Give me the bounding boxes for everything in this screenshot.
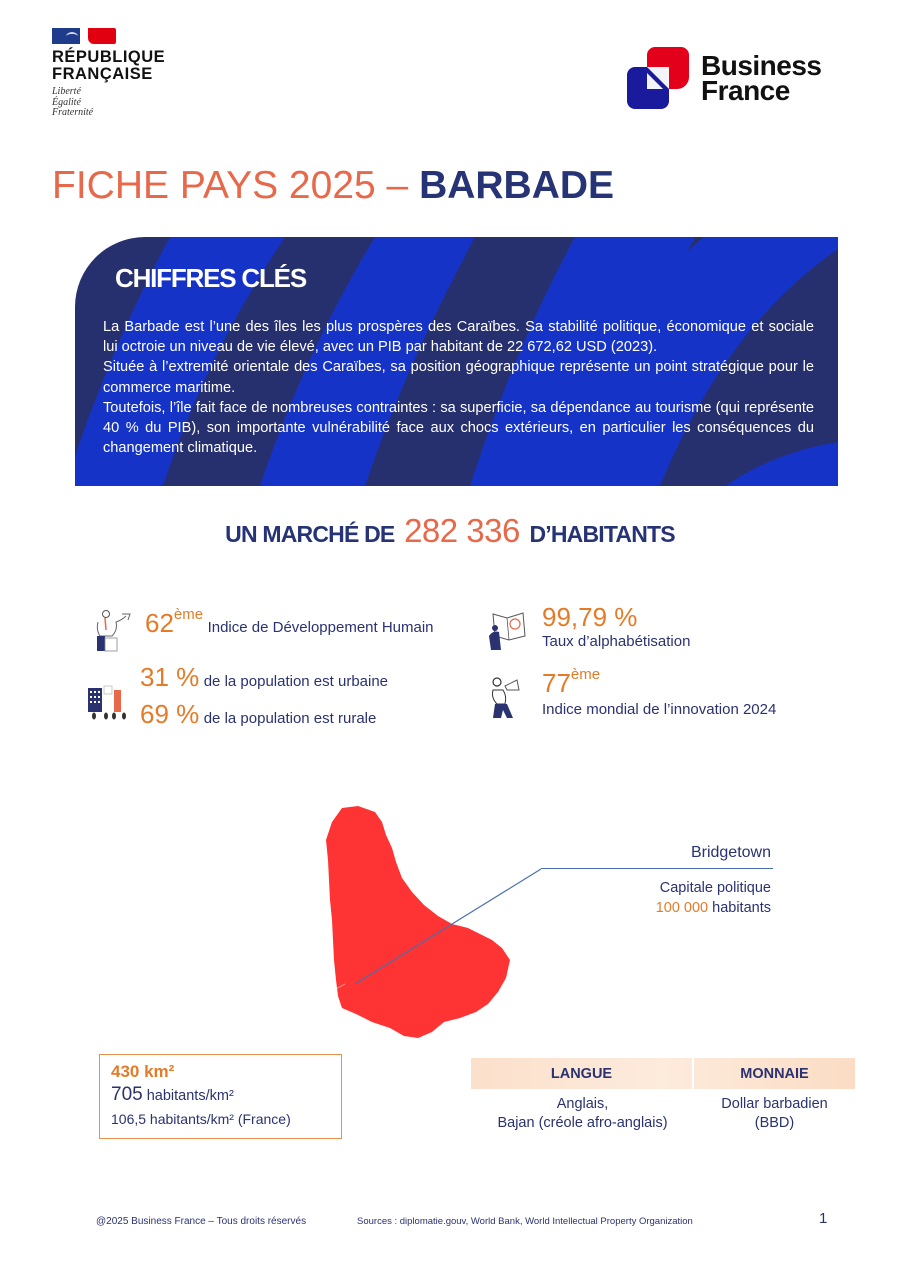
currency-cell	[694, 1095, 855, 1133]
stat-urban-value: 31 %	[140, 662, 200, 692]
surface-area: 430 km²	[111, 1062, 175, 1081]
page-title-country: BARBADE	[419, 164, 615, 207]
capital-population-unit: habitants	[708, 900, 771, 916]
population-number: 282 336	[404, 512, 520, 549]
capital-city-label: Bridgetown	[690, 844, 771, 861]
market-pre: UN MARCHÉ DE	[225, 521, 401, 547]
density-unit: habitants/km²	[142, 1088, 234, 1104]
area-density-box	[99, 1054, 342, 1139]
language-line: Anglais,	[556, 1096, 609, 1112]
key-figures-paragraph: Toutefois, l’île fait face de nombreuses contraintes : sa superficie, sa dépendance au tourisme (qui représente 40 % du PIB), son importante vulnérabilité face aux chocs extérieurs, en particulier les conséquences du changement climatique.	[103, 399, 814, 457]
footer-sources: Sources : diplomatie.gouv, World Bank, World Intellectual Property Organization	[357, 1216, 693, 1227]
density-value: 705	[111, 1084, 143, 1105]
stat-rural-label: de la population est rurale	[203, 710, 377, 727]
stat-rural-value: 69 %	[140, 699, 200, 729]
stat-urban-label: de la population est urbaine	[203, 673, 389, 690]
key-figures-paragraph: La Barbade est l’une des îles les plus prospères des Caraïbes. Sa stabilité politique, économique et sociale lui octroie un niveau de vie élevé, avec un PIB par habitant de 22 672,62 USD (2023).	[103, 319, 814, 356]
rf-name-line2: FRANÇAISE	[52, 65, 153, 83]
table-header-row	[471, 1058, 855, 1089]
key-figures-paragraph: Située à l’extremité orientale des Caraïbes, sa position géographique représente un point stratégique pour le commerce maritime.	[103, 359, 814, 396]
language-cell	[471, 1095, 694, 1133]
header-langue: LANGUE	[471, 1058, 694, 1089]
rf-motto-liberte: Liberté	[52, 86, 81, 97]
capital-info	[656, 878, 771, 918]
rf-motto-egalite: Égalité	[52, 96, 81, 108]
table-row	[471, 1089, 855, 1133]
stat-hdi-suffix: ème	[173, 606, 204, 623]
key-figures-heading: CHIFFRES CLÉS	[115, 263, 306, 293]
rf-motto-fraternite: Fraternité	[52, 107, 94, 118]
stat-innovation-label: Indice mondial de l’innovation 2024	[542, 701, 777, 718]
stat-innovation-value: 77	[542, 668, 571, 698]
language-currency-table	[471, 1058, 855, 1133]
stat-literacy-label: Taux d’alphabétisation	[542, 633, 691, 650]
capital-name	[691, 844, 771, 862]
footer-copyright: @2025 Business France – Tous droits réservés	[96, 1216, 307, 1227]
bf-name-line1: Business	[701, 50, 822, 81]
page-title-lead: FICHE PAYS 2025 –	[52, 164, 420, 207]
language-line: Bajan (créole afro-anglais)	[497, 1115, 668, 1131]
capital-population: 100 000	[655, 900, 709, 916]
bf-name-line2: France	[701, 75, 790, 106]
rf-name-line1: RÉPUBLIQUE	[52, 48, 166, 66]
capital-role: Capitale politique	[659, 880, 771, 896]
stat-hdi-value: 62	[145, 608, 174, 638]
header-monnaie: MONNAIE	[740, 1065, 809, 1082]
capital-divider	[541, 868, 773, 869]
page-number: 1	[819, 1210, 828, 1227]
currency-line: (BBD)	[754, 1115, 795, 1131]
market-post: D’HABITANTS	[523, 521, 675, 547]
france-density: 106,5 habitants/km² (France)	[111, 1111, 291, 1127]
stat-literacy-value: 99,79 %	[542, 602, 638, 632]
stat-innovation-suffix: ème	[570, 666, 601, 683]
stat-hdi-label: Indice de Développement Humain	[207, 619, 434, 636]
currency-line: Dollar barbadien	[721, 1096, 828, 1112]
